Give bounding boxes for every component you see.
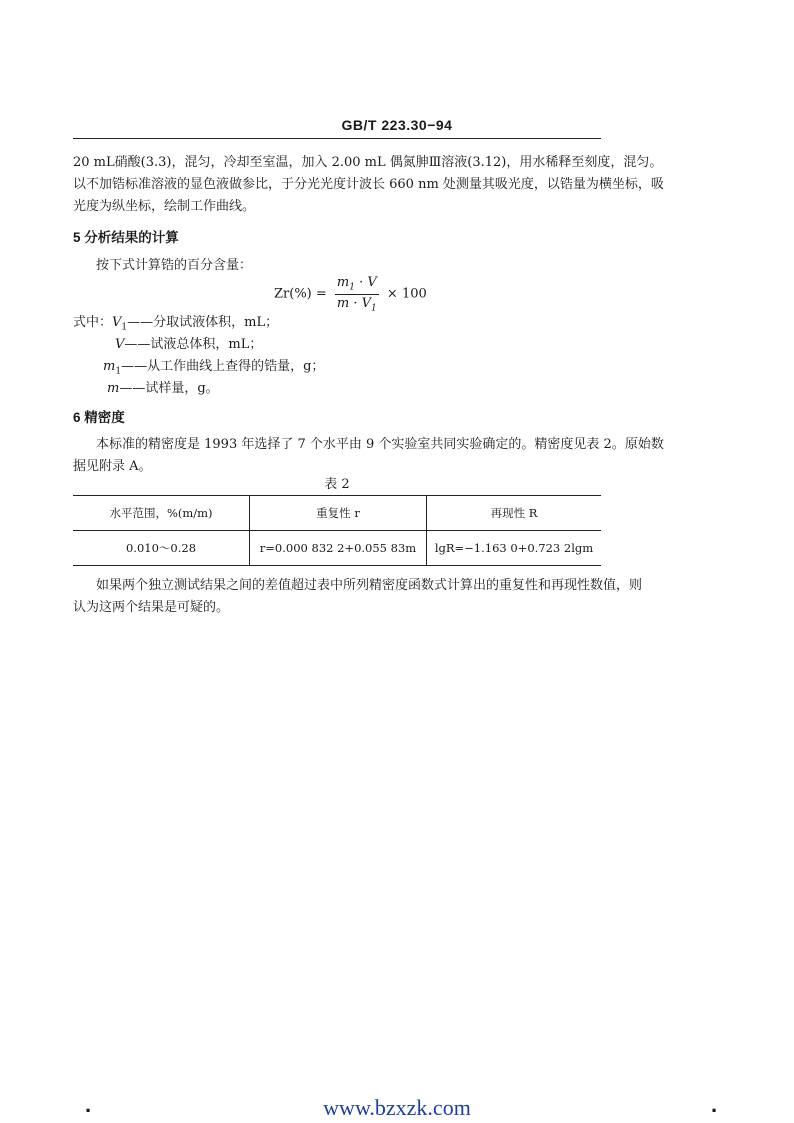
cell-repeatability: r=0.000 832 2+0.055 83m bbox=[250, 531, 427, 566]
intro-line-3: 光度为纵坐标，绘制工作曲线。 bbox=[73, 199, 256, 214]
table-row bbox=[73, 531, 601, 566]
header-reproducibility: 再现性 R bbox=[427, 496, 602, 531]
section-6-para-line-1: 本标准的精密度是 1993 年选择了 7 个水平由 9 个实验室共同实验确定的。精密度见表 2。原始数 bbox=[96, 437, 664, 452]
variable-v: V——试液总体积，mL； bbox=[115, 337, 263, 352]
closing-line-2: 认为这两个结果是可疑的。 bbox=[73, 600, 230, 615]
footer-right-mark: . bbox=[711, 1092, 718, 1117]
intro-line-1: 20 mL硝酸(3.3)，混匀，冷却至室温，加入 2.00 mL 偶氮胂Ⅲ溶液(3.12)，用水稀释至刻度，混匀。 bbox=[73, 155, 663, 170]
variable-m: m——试样量，g。 bbox=[107, 381, 219, 396]
formula-lhs: Zr(%) = bbox=[274, 286, 327, 302]
header-level-range: 水平范围，%(m/m) bbox=[73, 496, 250, 531]
variable-v1: 式中：$V_1——$分取试液体积，mL； bbox=[73, 315, 279, 333]
section-6-heading: 6 精密度 bbox=[73, 410, 125, 425]
intro-line-2: 以不加锆标准溶液的显色液做参比，于分光光度计波长 660 nm 处测量其吸光度，以锆量为横坐标，吸 bbox=[73, 177, 664, 192]
cell-level-range: 0.010～0.28 bbox=[73, 531, 250, 566]
header-repeatability: 重复性 r bbox=[250, 496, 427, 531]
precision-table bbox=[73, 495, 601, 566]
formula-numerator: $m_1 \cdot V$ bbox=[336, 275, 377, 293]
formula-denominator: $m \cdot V_1$ bbox=[336, 295, 377, 314]
table-header-row bbox=[73, 496, 601, 531]
zr-formula bbox=[274, 275, 427, 313]
variable-m1: $m_1——$从工作曲线上查得的锆量，g； bbox=[103, 359, 325, 377]
section-6-para-line-2: 据见附录 A。 bbox=[73, 459, 152, 474]
formula-rhs: × 100 bbox=[386, 286, 427, 302]
document-code-header: GB/T 223.30−94 bbox=[341, 117, 453, 133]
footer-website-link[interactable]: www.bzxzk.com bbox=[323, 1095, 471, 1120]
footer-left-mark: . bbox=[85, 1092, 92, 1117]
table-caption: 表 2 bbox=[324, 477, 350, 492]
formula-fraction bbox=[335, 275, 379, 313]
section-5-lead: 按下式计算锆的百分含量： bbox=[96, 258, 253, 273]
closing-line-1: 如果两个独立测试结果之间的差值超过表中所列精密度函数式计算出的重复性和再现性数值，则 bbox=[96, 578, 643, 593]
header-rule bbox=[73, 138, 601, 139]
section-5-heading: 5 分析结果的计算 bbox=[73, 230, 179, 245]
cell-reproducibility: lgR=−1.163 0+0.723 2lgm bbox=[427, 531, 602, 566]
